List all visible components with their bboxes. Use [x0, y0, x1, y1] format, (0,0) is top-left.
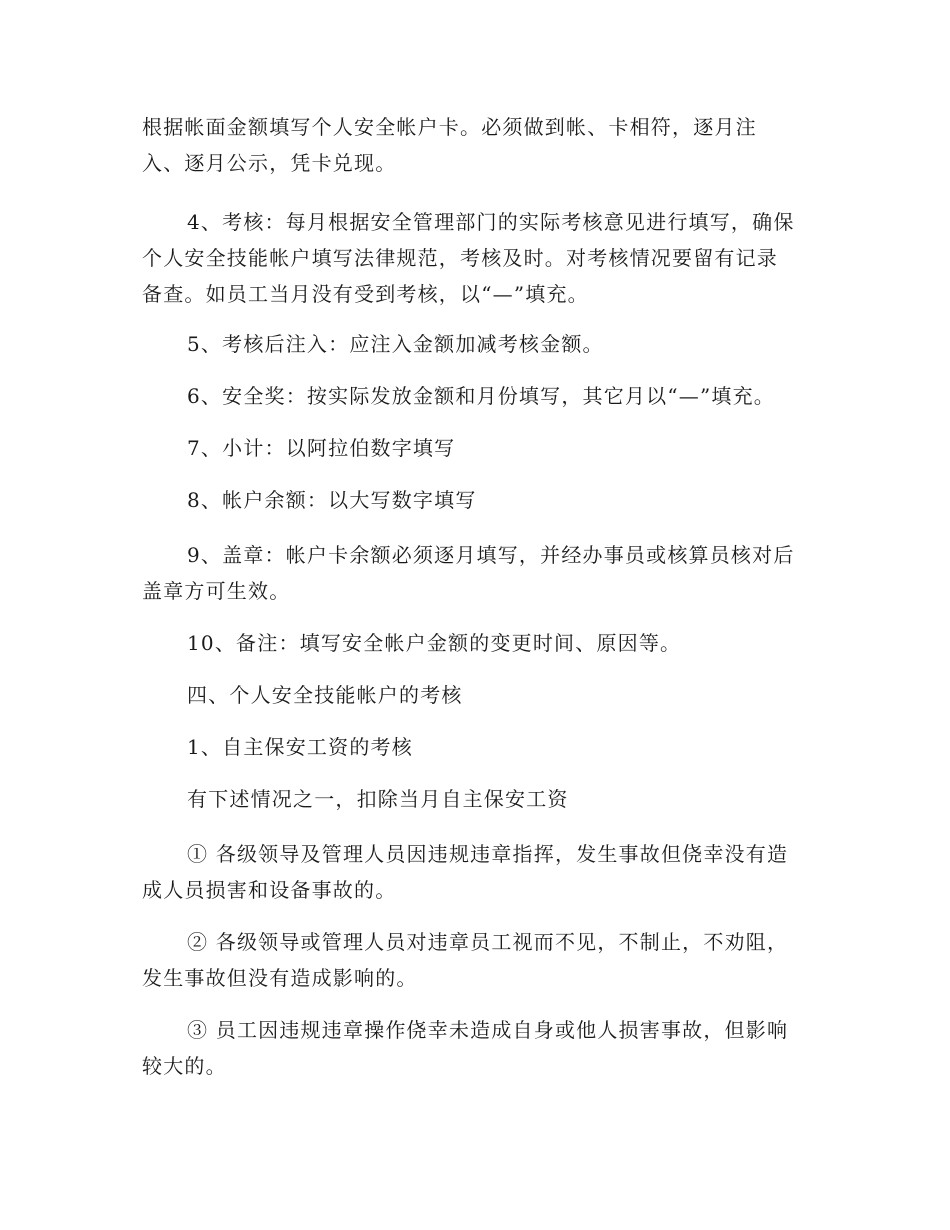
- text-line: 9、盖章：帐户卡余额必须逐月填写，并经办事员或核算员核对后: [187, 543, 795, 567]
- text-line: 盖章方可生效。: [142, 579, 291, 603]
- paragraph-account-card-continuation: [142, 109, 810, 181]
- text-line: 根据帐面金额填写个人安全帐户卡。必须做到帐、卡相符，逐月注: [142, 115, 757, 139]
- text-line: 成人员损害和设备事故的。: [142, 878, 397, 902]
- paragraph-item-4-assessment: [142, 204, 810, 312]
- list-item-circled-3: [142, 1012, 810, 1084]
- text-line: 8、帐户余额：以大写数字填写: [187, 488, 477, 512]
- paragraph-item-7: [142, 430, 810, 466]
- text-line: 个人安全技能帐户填写法律规范，考核及时。对考核情况要留有记录: [142, 246, 778, 270]
- text-line: 入、逐月公示，凭卡兑现。: [142, 151, 397, 175]
- text-line: 1、自主保安工资的考核: [187, 735, 413, 759]
- paragraph-item-8: [142, 482, 810, 518]
- paragraph-conditions-intro: [142, 781, 810, 817]
- text-line: ② 各级领导或管理人员对违章员工视而不见，不制止，不劝阻，: [187, 930, 789, 954]
- paragraph-item-9: [142, 537, 810, 609]
- text-line: 四、个人安全技能帐户的考核: [187, 683, 463, 707]
- section-heading-four: [142, 677, 810, 713]
- text-line: 较大的。: [142, 1054, 227, 1078]
- paragraph-item-5: [142, 326, 810, 362]
- text-line: 6、安全奖：按实际发放金额和月份填写，其它月以“—”填充。: [187, 384, 775, 408]
- text-line: 7、小计：以阿拉伯数字填写: [187, 436, 456, 460]
- text-line: 有下述情况之一，扣除当月自主保安工资: [187, 787, 569, 811]
- paragraph-item-10: [142, 625, 810, 661]
- text-line: 5、考核后注入：应注入金额加减考核金额。: [187, 332, 604, 356]
- text-line: 10、备注：填写安全帐户金额的变更时间、原因等。: [187, 631, 682, 655]
- text-line: 4、考核：每月根据安全管理部门的实际考核意见进行填写，确保: [187, 210, 795, 234]
- list-item-circled-1: [142, 836, 810, 908]
- text-line: ① 各级领导及管理人员因违规违章指挥，发生事故但侥幸没有造: [187, 842, 789, 866]
- list-item-circled-2: [142, 924, 810, 996]
- text-line: 发生事故但没有造成影响的。: [142, 966, 418, 990]
- subsection-heading-1: [142, 729, 810, 765]
- text-line: ③ 员工因违规违章操作侥幸未造成自身或他人损害事故，但影响: [187, 1018, 789, 1042]
- text-line: 备查。如员工当月没有受到考核，以“—”填充。: [142, 282, 589, 306]
- paragraph-item-6: [142, 378, 810, 414]
